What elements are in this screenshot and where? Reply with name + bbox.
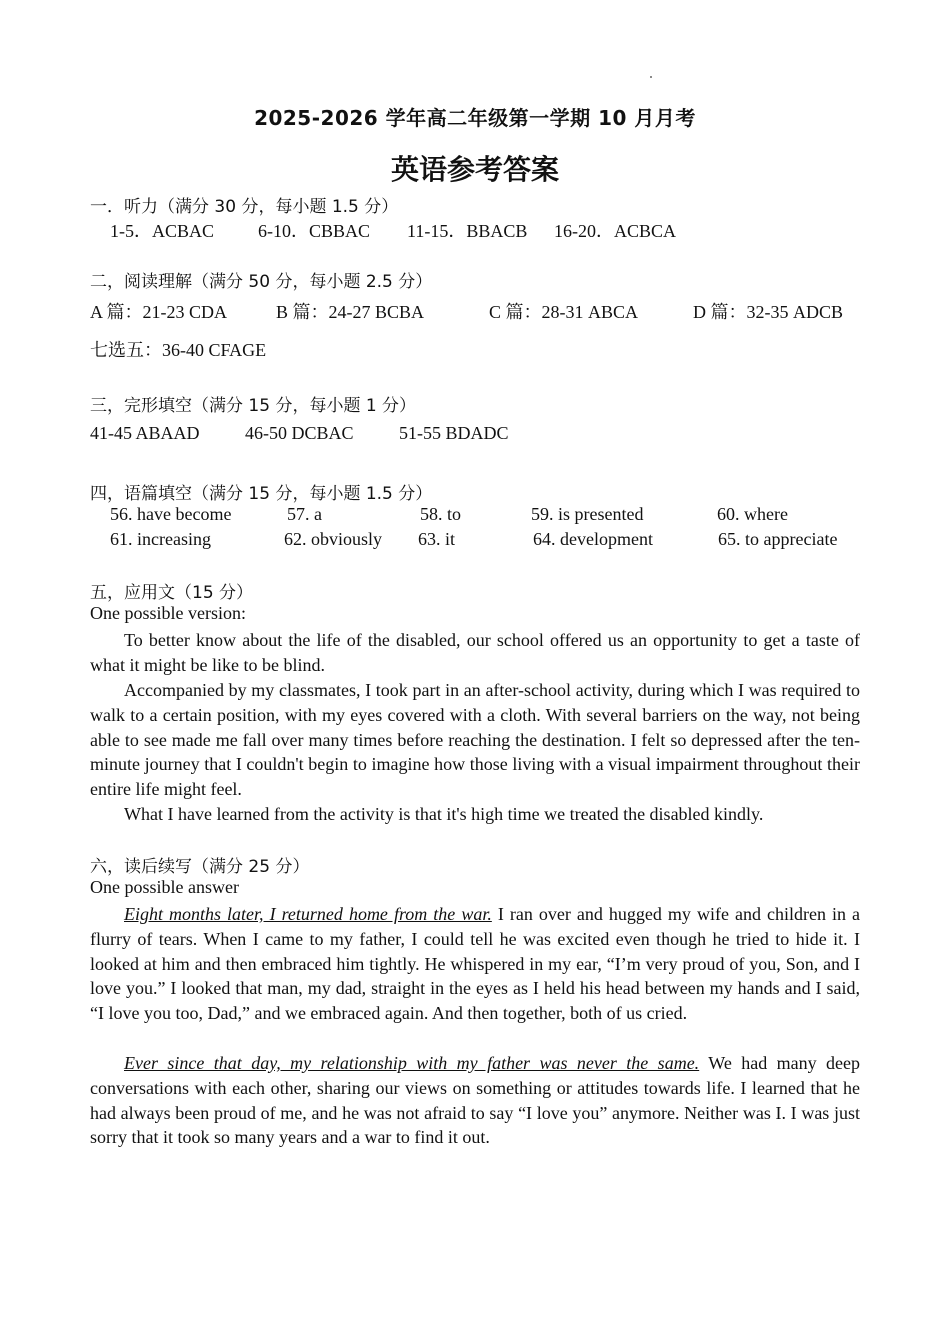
answer-item: 62. obviously <box>284 529 383 549</box>
sample-paragraph <box>90 678 860 802</box>
answer-group: 6-10．CBBAC <box>258 221 371 241</box>
section-reading-heading: 二，阅读理解（满分 50 分，每小题 2.5 分） <box>90 272 433 292</box>
section-listening-heading: 一．听力（满分 30 分，每小题 1.5 分） <box>90 197 399 217</box>
answer-item: 60. where <box>717 504 788 524</box>
answer-item: 56. have become <box>110 504 232 524</box>
answer-group: B 篇：24-27 BCBA <box>276 302 425 322</box>
answer-group: A 篇：21-23 CDA <box>90 302 228 322</box>
answer-group: C 篇：28-31 ABCA <box>489 302 639 322</box>
answer-group: 41-45 ABAAD <box>90 423 200 443</box>
paragraph-text: We had many deep conversations with each other, sharing our views on something or attitudes towards life. I learned that he had always been proud of me, and he was not afraid to say “I love you” anymore. Neither was I. I was just sorry that it took so many years and a war to find it out. <box>90 1053 861 1148</box>
section-grammar-fill-heading: 四，语篇填空（满分 15 分，每小题 1.5 分） <box>90 484 433 504</box>
answer-item: 64. development <box>533 529 653 549</box>
sample-label: One possible answer <box>90 877 239 897</box>
answer-group: D 篇：32-35 ADCB <box>693 302 844 322</box>
answer-item: 57. a <box>287 504 322 524</box>
paragraph-text: I ran over and hugged my wife and children in a flurry of tears. When I came to my father, I could tell he was excited even though he tried to hide it. I looked at him and then embraced him tightly. He whispered in my ear, “I’m very proud of you, Son, and I love you.” I looked that man, my dad, straight in the eyes as I held his head between my hands and I said, “I love you too, Dad,” and we embraced again. And then together, both of us cried. <box>90 904 860 1024</box>
answer-group: 46-50 DCBAC <box>245 423 354 443</box>
sample-paragraph <box>90 1051 860 1150</box>
answer-group: 1-5．ACBAC <box>110 221 215 241</box>
answer-item: 58. to <box>420 504 462 524</box>
exam-title: 2025-2026 学年高二年级第一学期 10 月月考 <box>254 106 696 130</box>
paragraph-text: What I have learned from the activity is that it's high time we treated the disabled kindly. <box>124 804 764 824</box>
given-opening-sentence: Ever since that day, my relationship with my father was never the same. <box>124 1053 700 1073</box>
paragraph-text: Accompanied by my classmates, I took part in an after-school activity, during which I was required to walk to a certain position, with my eyes covered with a cloth. With several barriers on the way, not being able to see made me fall over many times before reaching the destination. I felt so depressed after the ten-minute journey that I couldn't begin to imagine how those living with a visual impairment throughout their entire life might feel. <box>90 680 860 800</box>
answer-item: 65. to appreciate <box>718 529 838 549</box>
speck-mark <box>650 76 652 78</box>
answer-group: 16-20．ACBCA <box>554 221 677 241</box>
section-cloze-heading: 三，完形填空（满分 15 分，每小题 1 分） <box>90 396 417 416</box>
section-practical-writing-heading: 五，应用文（15 分） <box>90 583 254 603</box>
page-title: 英语参考答案 <box>390 153 559 186</box>
sample-paragraph <box>90 628 860 678</box>
sample-paragraph <box>90 902 860 1026</box>
answer-group: 51-55 BDADC <box>399 423 509 443</box>
section-continuation-writing-heading: 六，读后续写（满分 25 分） <box>90 857 310 877</box>
given-opening-sentence: Eight months later, I returned home from the war. <box>124 904 492 924</box>
seven-choose-five-answers: 七选五：36-40 CFAGE <box>90 340 267 360</box>
answer-group: 11-15．BBACB <box>407 221 528 241</box>
answer-item: 63. it <box>418 529 456 549</box>
answer-item: 61. increasing <box>110 529 211 549</box>
answer-item: 59. is presented <box>531 504 644 524</box>
sample-paragraph <box>90 802 860 827</box>
sample-label: One possible version: <box>90 603 246 623</box>
paragraph-text: To better know about the life of the disabled, our school offered us an opportunity to get a taste of what it might be like to be blind. <box>90 630 860 675</box>
